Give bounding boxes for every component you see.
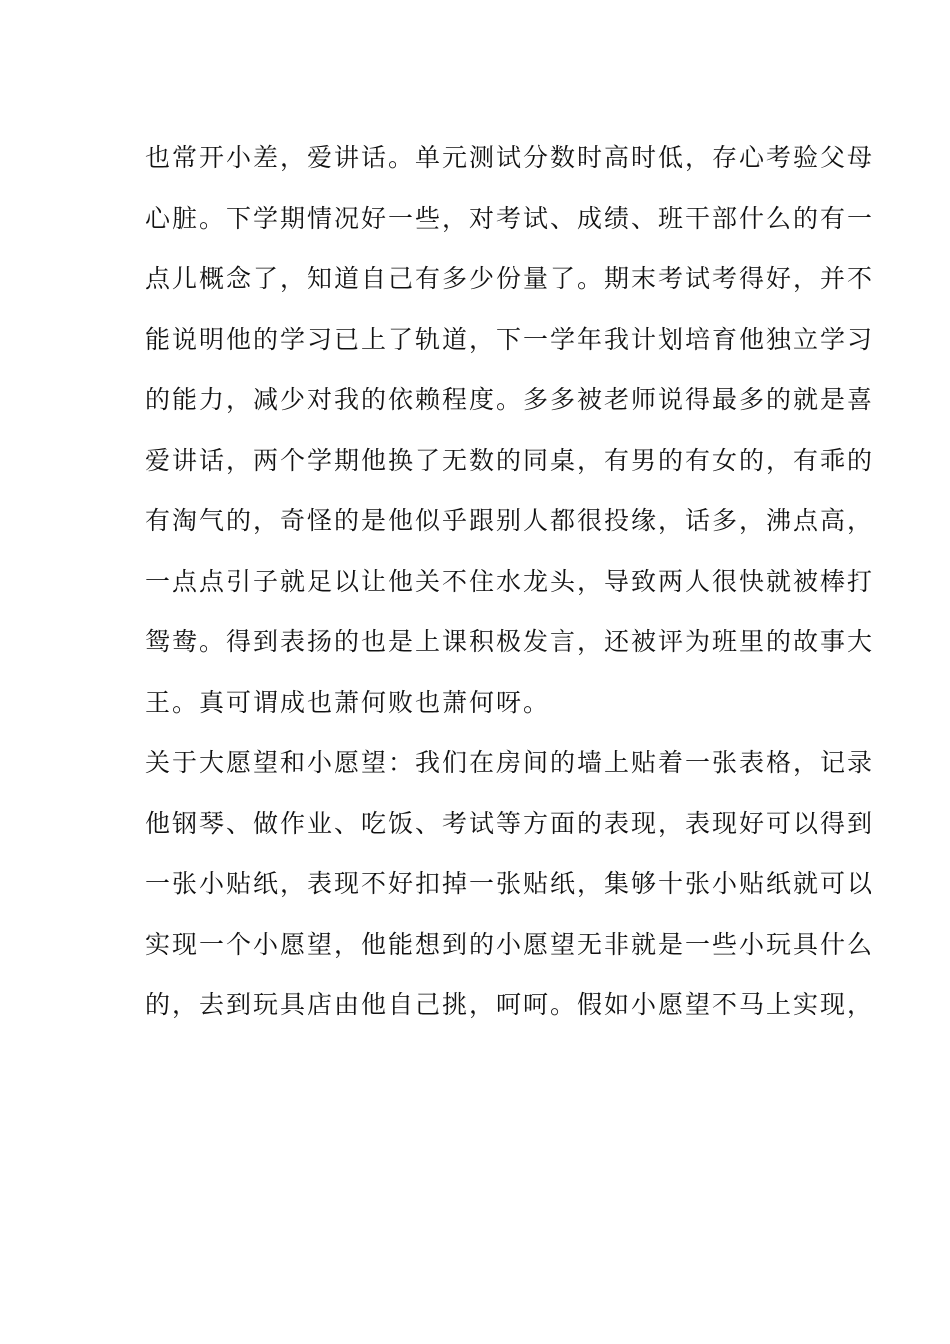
paragraph-1 xyxy=(145,128,875,733)
text-line: 的能力，减少对我的依赖程度。多多被老师说得最多的就是喜 xyxy=(145,385,875,414)
text-line: 关于大愿望和小愿望：我们在房间的墙上贴着一张表格，记录 xyxy=(145,748,875,777)
text-line: 鸳鸯。得到表扬的也是上课积极发言，还被评为班里的故事大 xyxy=(145,627,875,656)
text-line: 实现一个小愿望，他能想到的小愿望无非就是一些小玩具什么 xyxy=(145,929,875,959)
text-line: 爱讲话，两个学期他换了无数的同桌，有男的有女的，有乖的 xyxy=(145,445,875,475)
text-line: 有淘气的，奇怪的是他似乎跟别人都很投缘，话多，沸点高， xyxy=(145,506,875,535)
text-line: 心脏。下学期情况好一些，对考试、成绩、班干部什么的有一 xyxy=(145,203,875,233)
text-line: 一点点引子就足以让他关不住水龙头，导致两人很快就被棒打 xyxy=(145,566,875,596)
text-line: 点儿概念了，知道自己有多少份量了。期末考试考得好，并不 xyxy=(145,264,875,293)
text-line: 一张小贴纸，表现不好扣掉一张贴纸，集够十张小贴纸就可以 xyxy=(145,869,875,898)
document-body xyxy=(145,128,875,1036)
text-line: 能说明他的学习已上了轨道，下一学年我计划培育他独立学习 xyxy=(145,324,875,354)
paragraph-2 xyxy=(145,733,875,1036)
text-line: 王。真可谓成也萧何败也萧何呀。 xyxy=(145,687,551,717)
text-line: 也常开小差，爱讲话。单元测试分数时高时低，存心考验父母 xyxy=(145,143,875,172)
text-line: 的，去到玩具店由他自己挑，呵呵。假如小愿望不马上实现， xyxy=(145,990,875,1019)
text-line: 他钢琴、做作业、吃饭、考试等方面的表现，表现好可以得到 xyxy=(145,808,875,838)
